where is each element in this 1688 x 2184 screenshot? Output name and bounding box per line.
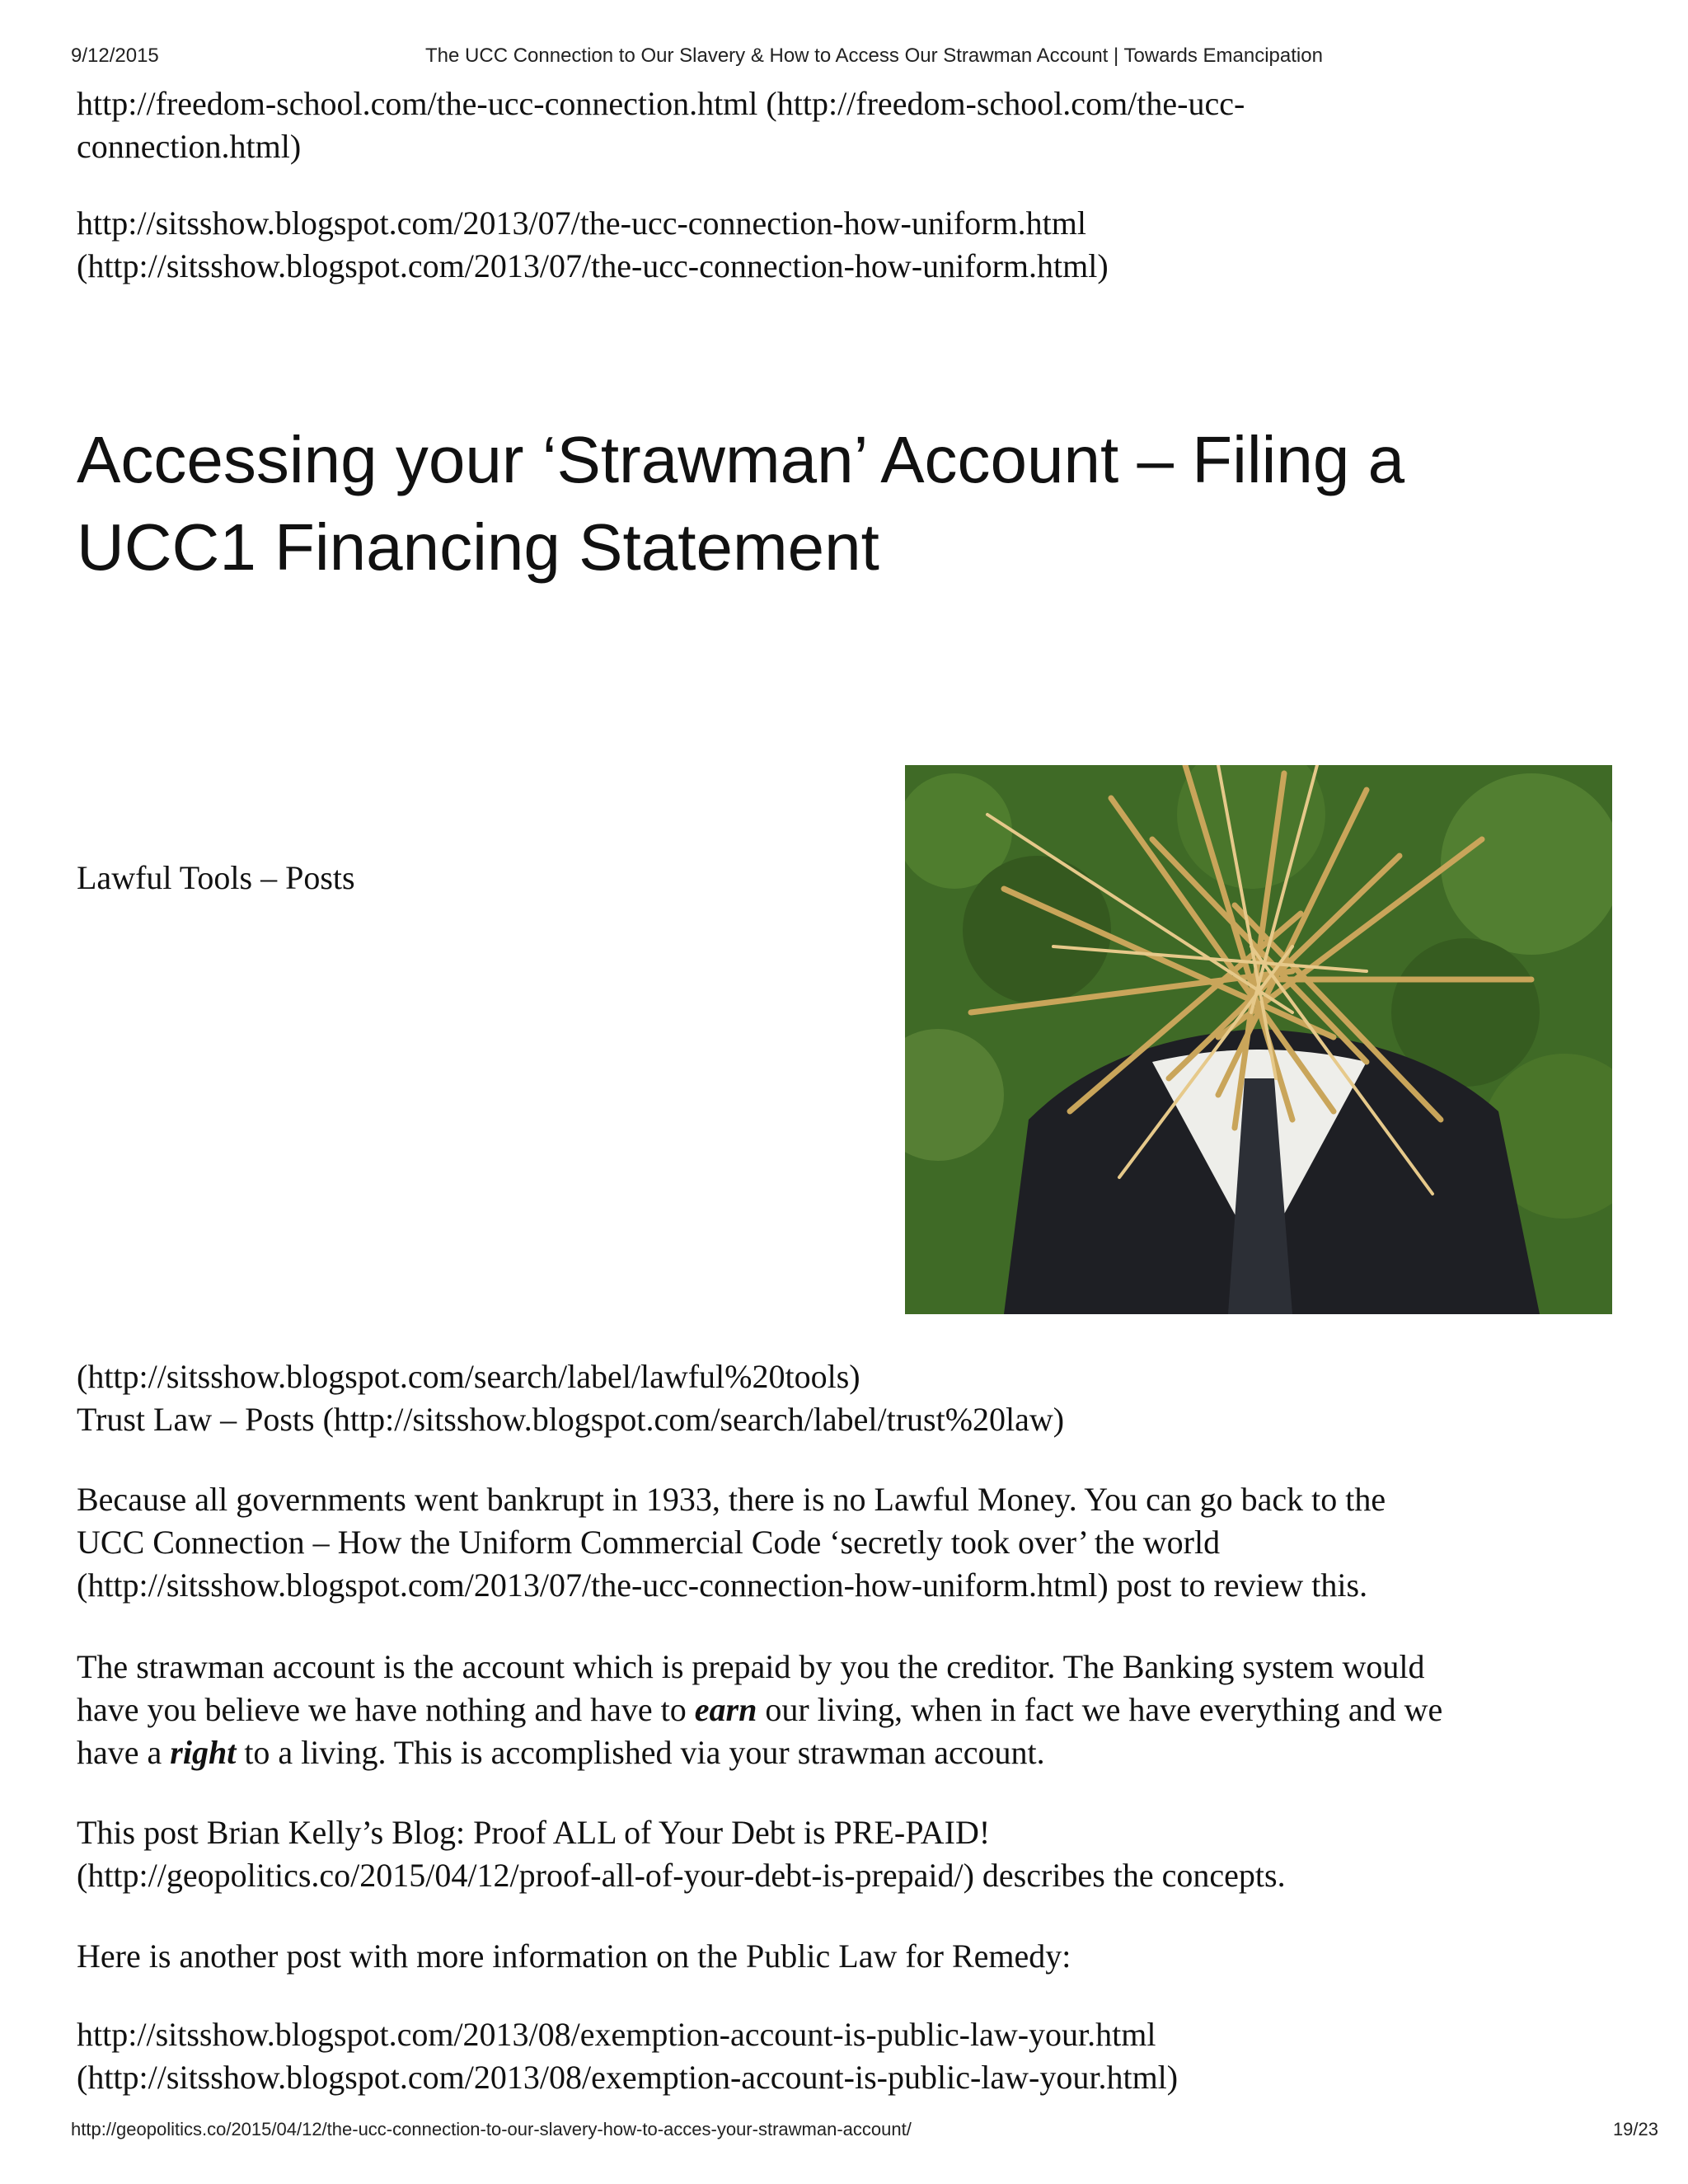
text-span: have you believe we have nothing and have to — [77, 1691, 695, 1728]
text-line: (http://sitsshow.blogspot.com/2013/07/the-ucc-connection-how-uniform.html) post to review this. — [77, 1566, 1368, 1604]
text-line — [77, 1688, 1626, 1731]
strawman-photo-icon — [905, 765, 1612, 1314]
print-header — [0, 45, 1688, 71]
heading-line-2: UCC1 Financing Statement — [77, 510, 879, 584]
sitsshow-ucc-link[interactable] — [77, 202, 1626, 288]
emphasis-right: right — [170, 1734, 237, 1771]
paragraph-public-law: Here is another post with more information on the Public Law for Remedy: — [77, 1937, 1071, 1975]
print-page-title: The UCC Connection to Our Slavery & How to Access Our Strawman Account | Towards Emancipation — [425, 45, 1323, 67]
text-line: This post Brian Kelly’s Blog: Proof ALL of Your Debt is PRE-PAID! — [77, 1814, 991, 1851]
trust-law-link[interactable] — [77, 1398, 1626, 1441]
text-line: (http://geopolitics.co/2015/04/12/proof-all-of-your-debt-is-prepaid/) describes the concepts. — [77, 1857, 1286, 1894]
text-line: The strawman account is the account which is prepaid by you the creditor. The Banking system would — [77, 1648, 1425, 1685]
paragraph-bankrupt — [77, 1478, 1626, 1607]
page-number: 19/23 — [1612, 2119, 1658, 2139]
link-line: http://sitsshow.blogspot.com/2013/08/exemption-account-is-public-law-your.html — [77, 2016, 1156, 2053]
link-line: Trust Law – Posts (http://sitsshow.blogspot.com/search/label/trust%20law) — [77, 1401, 1065, 1438]
text-line — [77, 1731, 1626, 1774]
text-span: our living, when in fact we have everything and we — [757, 1691, 1443, 1728]
text-line: UCC Connection – How the Uniform Commercial Code ‘secretly took over’ the world — [77, 1524, 1221, 1561]
lawful-tools-link[interactable] — [77, 1355, 1626, 1398]
emphasis-earn: earn — [694, 1691, 757, 1728]
paragraph-brian-kelly — [77, 1811, 1626, 1897]
print-url: http://geopolitics.co/2015/04/12/the-ucc-connection-to-our-slavery-how-to-acces-your-strawman-account/ — [71, 2119, 912, 2139]
link-line: http://sitsshow.blogspot.com/2013/07/the-ucc-connection-how-uniform.html — [77, 204, 1087, 242]
link-line: (http://sitsshow.blogspot.com/2013/08/exemption-account-is-public-law-your.html) — [77, 2059, 1179, 2096]
freedom-school-link[interactable] — [77, 82, 1626, 168]
link-line: (http://sitsshow.blogspot.com/2013/07/the-ucc-connection-how-uniform.html) — [77, 247, 1109, 284]
link-line: (http://sitsshow.blogspot.com/search/label/lawful%20tools) — [77, 1358, 860, 1395]
lawful-tools-label: Lawful Tools – Posts — [77, 859, 355, 896]
article-heading — [77, 416, 1626, 591]
text-span: have a — [77, 1734, 171, 1771]
text-line: Because all governments went bankrupt in 1933, there is no Lawful Money. You can go back to the — [77, 1481, 1386, 1518]
link-line: http://freedom-school.com/the-ucc-connection.html (http://freedom-school.com/the-ucc- — [77, 85, 1245, 122]
text-span: to a living. This is accomplished via your strawman account. — [236, 1734, 1045, 1771]
heading-line-1: Accessing your ‘Strawman’ Account – Filing a — [77, 423, 1405, 496]
exemption-account-link[interactable] — [77, 2013, 1626, 2099]
link-line: connection.html) — [77, 128, 302, 165]
strawman-photo — [905, 765, 1612, 1314]
print-footer — [0, 2119, 1688, 2145]
print-date: 9/12/2015 — [71, 45, 159, 67]
paragraph-strawman-account — [77, 1646, 1626, 1774]
